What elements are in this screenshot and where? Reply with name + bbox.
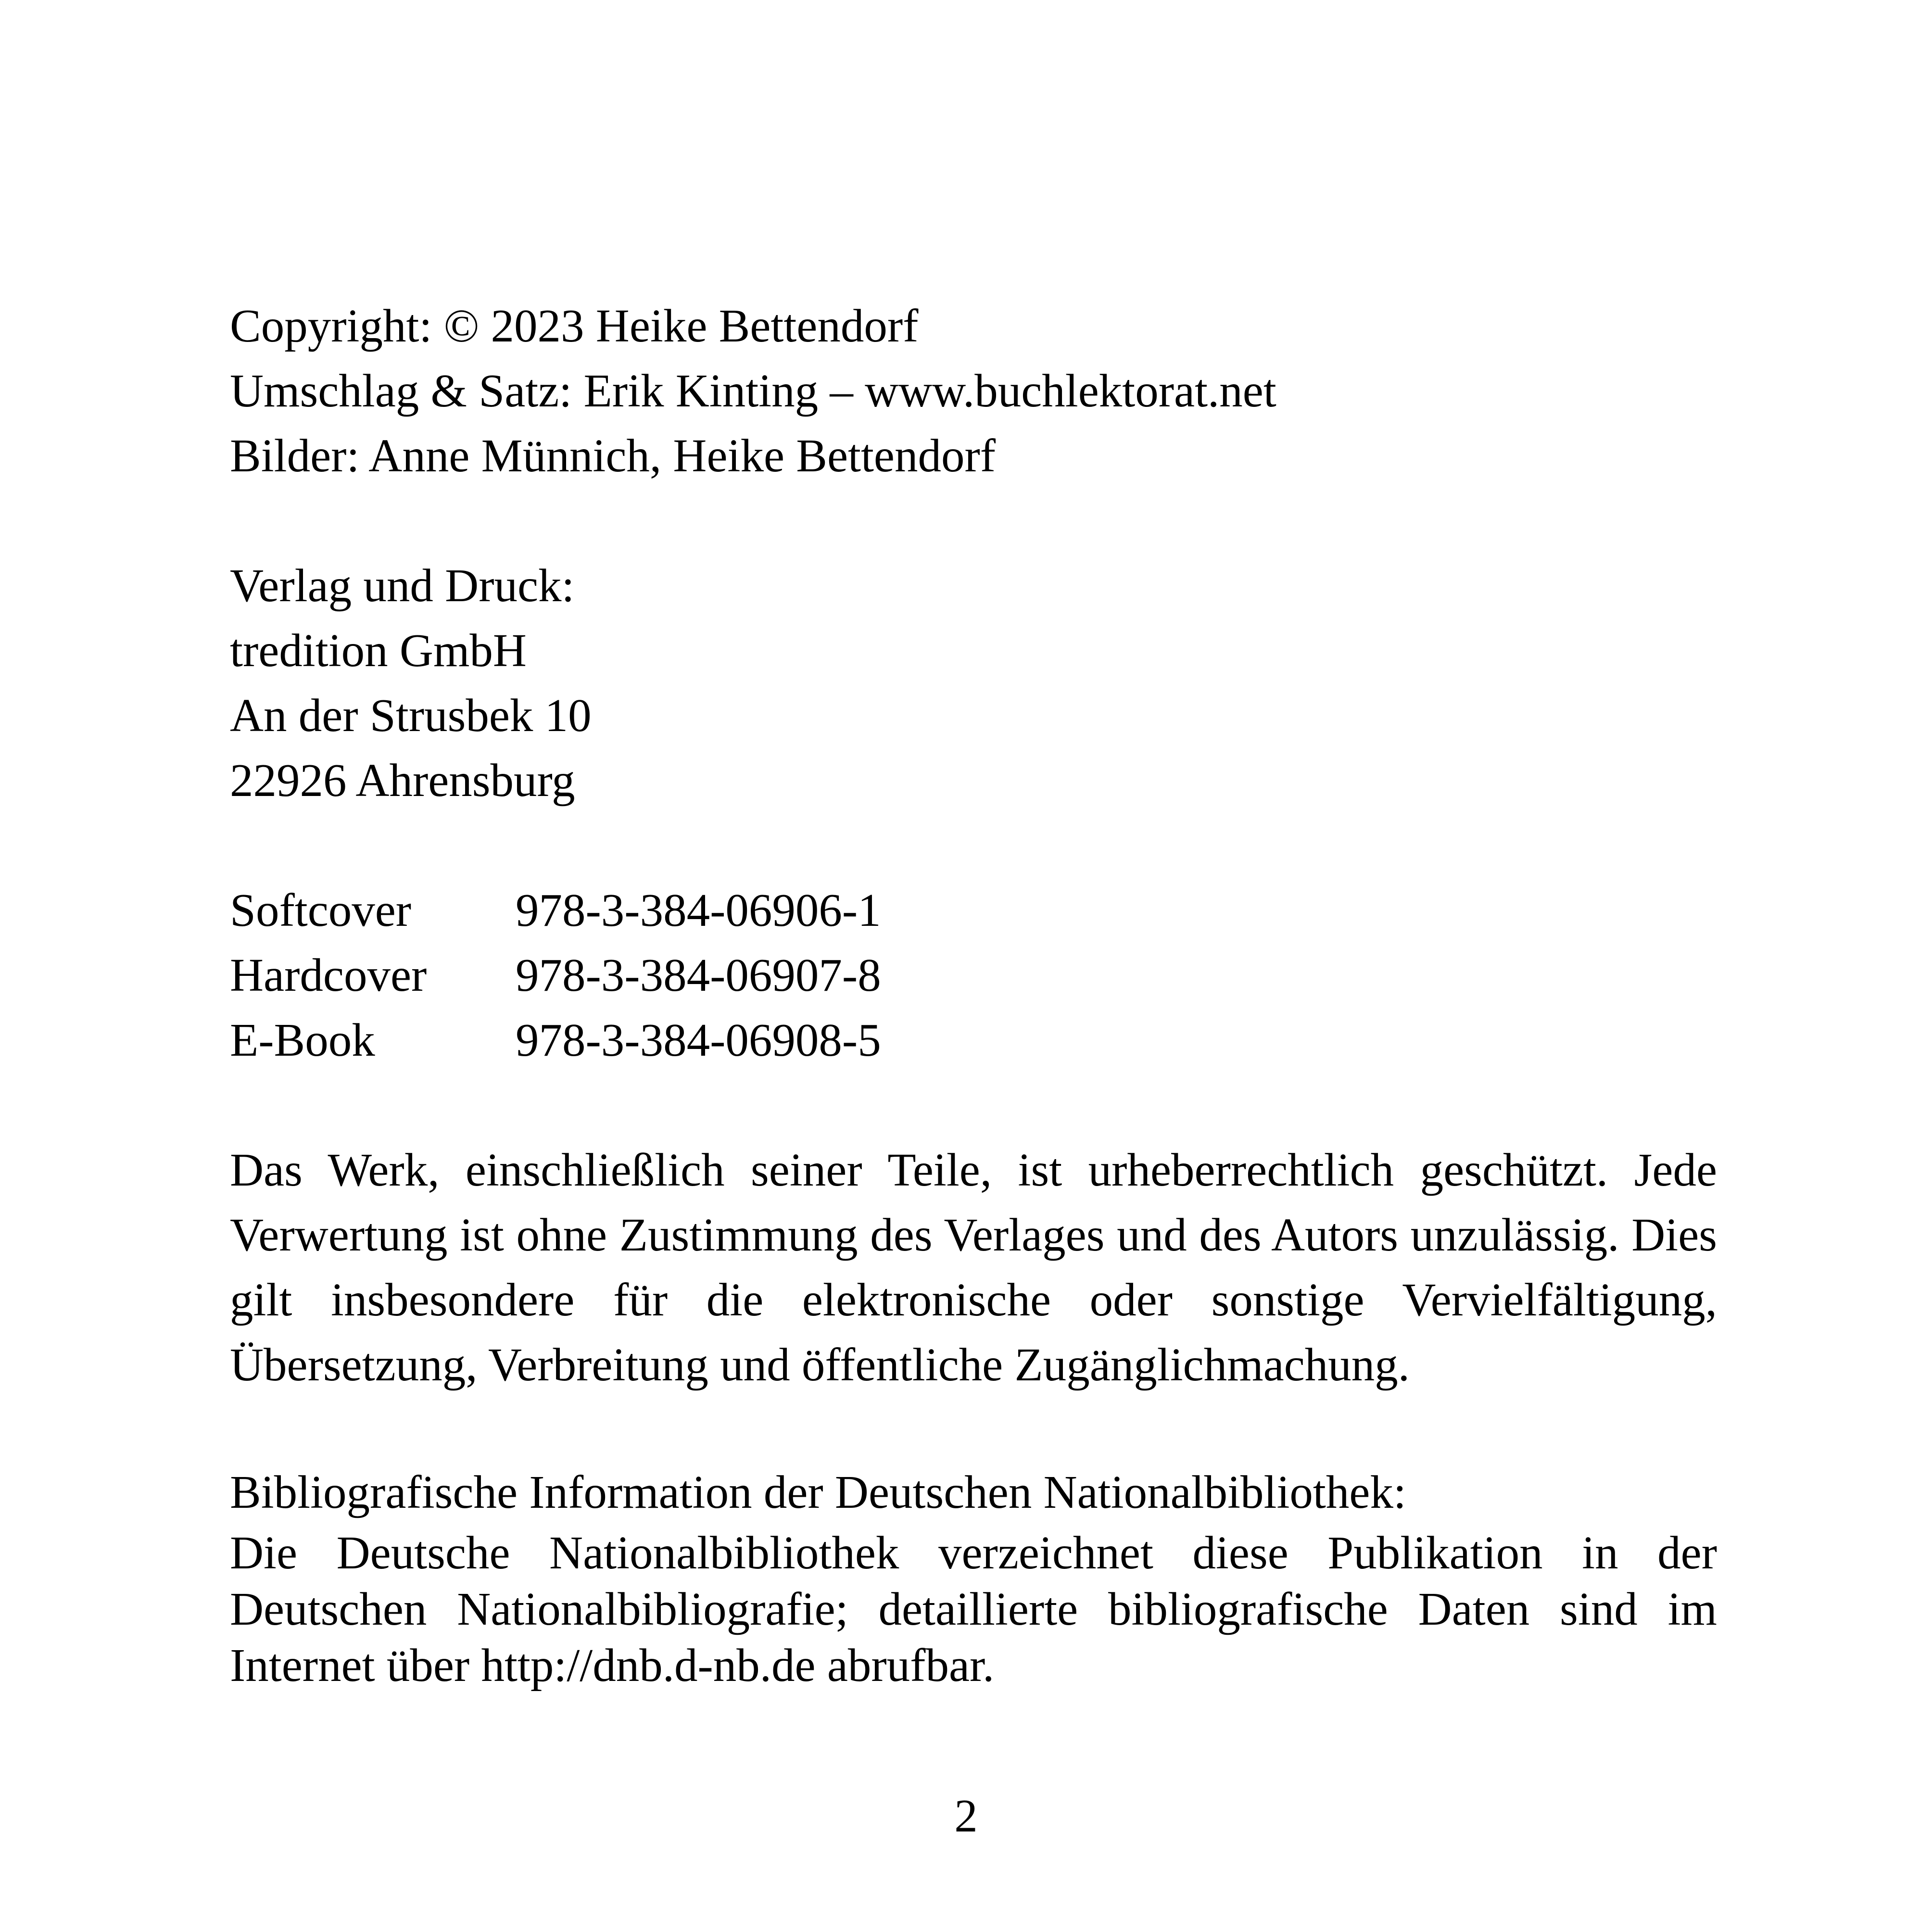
publisher-name: tredition GmbH	[230, 625, 527, 676]
publisher-street: An der Strusbek 10	[230, 690, 592, 741]
publisher-block	[230, 553, 1717, 813]
rights-notice: Das Werk, einschließlich seiner Teile, ist urheberrechtlich geschützt. Jede Verwertung ist ohne Zustimmung des Verlages und des Autors unzulässig. Dies gilt insbesondere für die elektronische oder sonstige Vervielfältigung, Übersetzung, Verbreitung und öffentliche Zugänglichmachung.	[230, 1144, 1717, 1390]
isbn-number: 978-3-384-06908-5	[516, 1014, 881, 1066]
isbn-format: Softcover	[230, 884, 412, 936]
publisher-heading: Verlag und Druck:	[230, 560, 575, 611]
isbn-list	[230, 878, 1717, 1073]
cover-typesetting-line: Umschlag & Satz: Erik Kinting – www.buchlektorat.net	[230, 365, 1276, 417]
bibliographic-heading: Bibliografische Information der Deutschen Nationalbibliothek:	[230, 1466, 1406, 1518]
isbn-row	[230, 943, 1717, 1008]
credits-block	[230, 293, 1717, 488]
publisher-city: 22926 Ahrensburg	[230, 755, 575, 806]
isbn-row	[230, 878, 1717, 943]
copyright-line: Copyright: © 2023 Heike Bettendorf	[230, 300, 919, 352]
images-credit-line: Bilder: Anne Münnich, Heike Bettendorf	[230, 430, 996, 481]
isbn-format: Hardcover	[230, 949, 427, 1001]
isbn-number: 978-3-384-06907-8	[516, 949, 881, 1001]
bibliographic-text: Die Deutsche Nationalbibliothek verzeichnet diese Publikation in der Deutschen Nationalbibliografie; detaillierte bibliografische Daten sind im Internet über http://dnb.d-nb.de abrufbar.	[230, 1527, 1717, 1691]
isbn-format: E-Book	[230, 1014, 375, 1066]
page-number: 2	[954, 1790, 978, 1842]
isbn-number: 978-3-384-06906-1	[516, 884, 881, 936]
isbn-row	[230, 1008, 1717, 1073]
